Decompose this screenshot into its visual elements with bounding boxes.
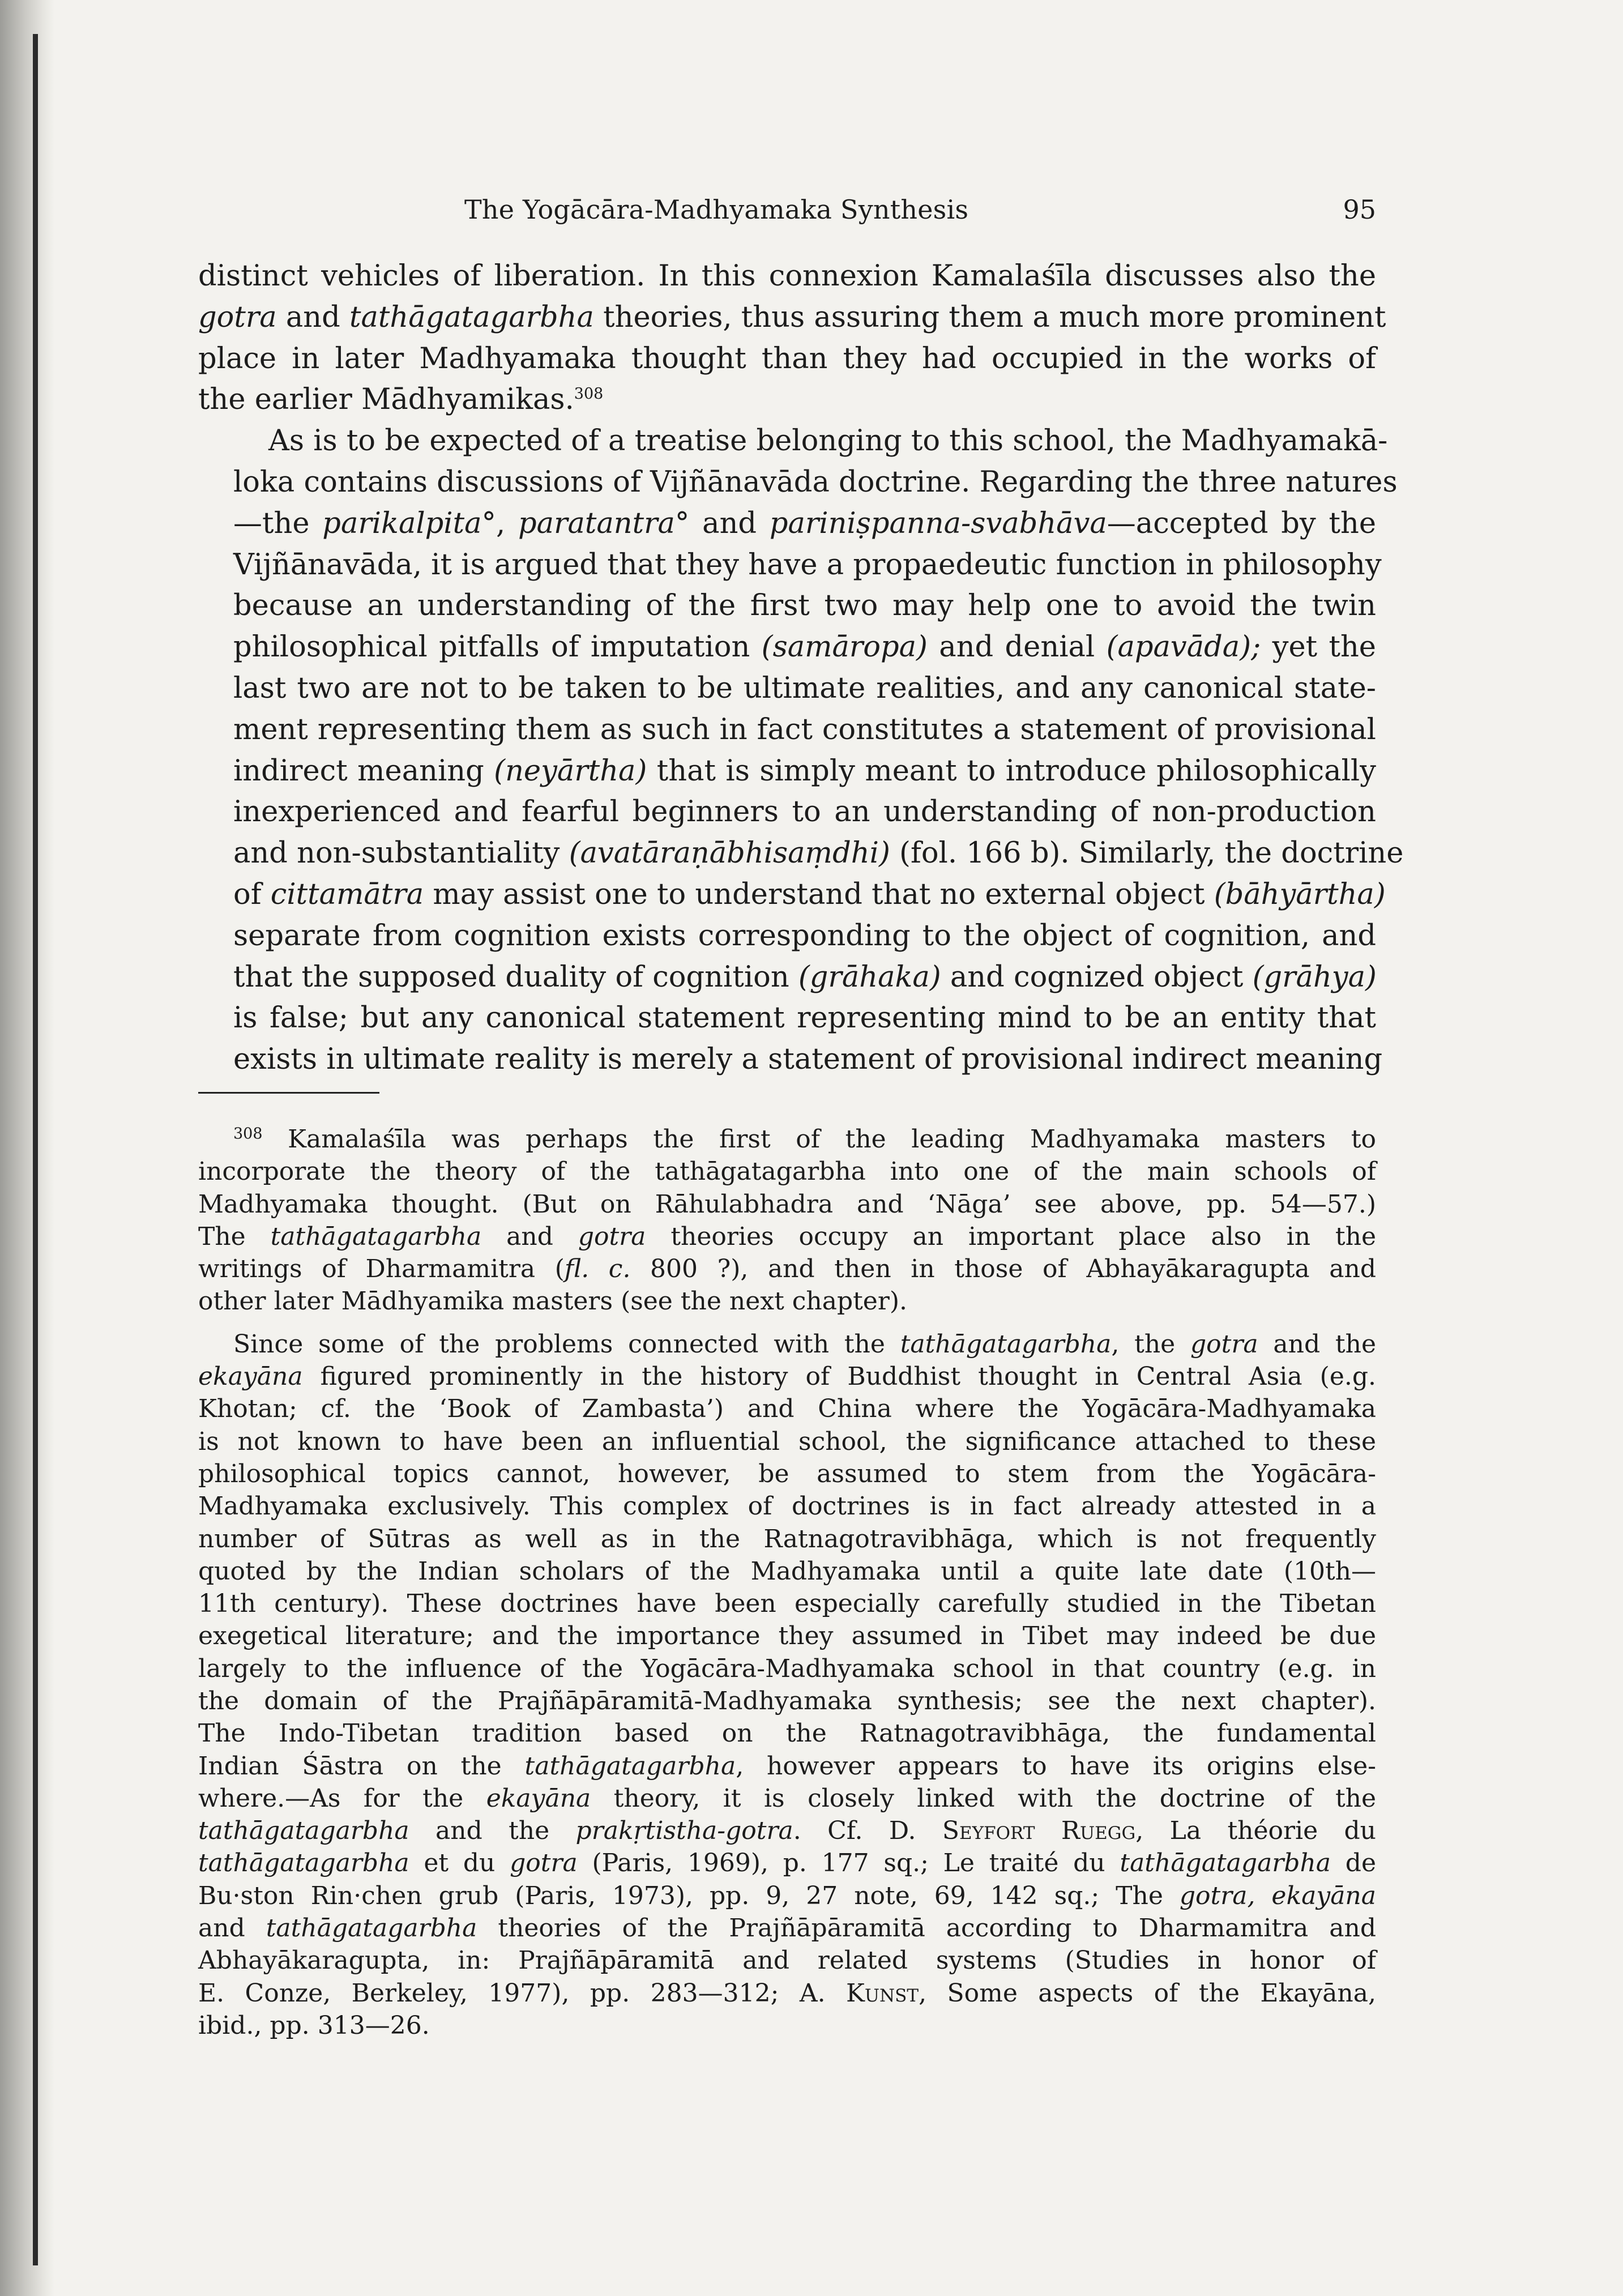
text-line: where.—As for the ekayāna theory, it is closely linked with the doctrine of the <box>198 1783 1376 1813</box>
text-line: last two are not to be taken to be ultimate realities, and any canonical state- <box>233 671 1376 705</box>
text-line: Madhyamaka exclusively. This complex of doctrines is in fact already attested in a <box>198 1492 1376 1521</box>
paragraph-1 <box>198 256 1386 421</box>
running-head <box>198 187 1376 232</box>
text-line: and non-substantiality (avatāraṇābhisaṃdhi) (fol. 166 b). Similarly, the doctrine <box>233 837 1404 870</box>
text-line: other later Mādhyamika masters (see the next chapter). <box>198 1287 908 1316</box>
text-line: 11th century). These doctrines have been especially carefully studied in the Tibetan <box>198 1589 1376 1619</box>
text-line: separate from cognition exists corresponding to the object of cognition, and <box>233 919 1376 953</box>
text-line: the domain of the Prajñāpāramitā-Madhyamaka synthesis; see the next chapter). <box>198 1686 1376 1715</box>
text-line: incorporate the theory of the tathāgatagarbha into one of the main schools of <box>198 1157 1376 1187</box>
text-line: Bu·ston Rin·chen grub (Paris, 1973), pp. 9, 27 note, 69, 142 sq.; The gotra, ekayāna <box>198 1881 1376 1910</box>
text-line: Madhyamaka thought. (But on Rāhulabhadra and ‘Nāga’ see above, pp. 54—57.) <box>198 1189 1376 1219</box>
text-line: philosophical pitfalls of imputation (samāropa) and denial (apavāda); yet the <box>233 630 1376 664</box>
main-text <box>198 256 1404 1081</box>
text-line: ibid., pp. 313—26. <box>198 2011 430 2040</box>
text-line: and tathāgatagarbha theories of the Prajñāpāramitā according to Dharmamitra and <box>198 1914 1376 1943</box>
footnote-308-continuation <box>198 1328 1376 2042</box>
text-line: place in later Madhyamaka thought than they had occupied in the works of <box>198 342 1376 375</box>
text-line: quoted by the Indian scholars of the Madhyamaka until a quite late date (10th— <box>198 1556 1376 1586</box>
text-line: distinct vehicles of liberation. In this connexion Kamalaśīla discusses also the <box>198 259 1376 293</box>
text-line: loka contains discussions of Vijñānavāda doctrine. Regarding the three natures <box>233 465 1398 499</box>
text-line: largely to the influence of the Yogācāra-Madhyamaka school in that country (e.g. in <box>198 1654 1376 1683</box>
text-line: inexperienced and fearful beginners to an understanding of non-production <box>233 795 1376 829</box>
text-line: E. Conze, Berkeley, 1977), pp. 283—312; A. Kunst, Some aspects of the Ekayāna, <box>198 1978 1376 2008</box>
text-line: number of Sūtras as well as in the Ratnagotravibhāga, which is not frequently <box>198 1524 1376 1554</box>
text-line: is not known to have been an influential school, the significance attached to these <box>198 1427 1376 1456</box>
text-line: Vijñānavāda, it is argued that they have a propaedeutic function in philosophy <box>233 548 1382 582</box>
text-line: ekayāna figured prominently in the history of Buddhist thought in Central Asia (e.g. <box>198 1362 1376 1392</box>
text-line: Indian Śāstra on the tathāgatagarbha, however appears to have its origins else- <box>198 1751 1377 1781</box>
text-line: is false; but any canonical statement representing mind to be an entity that <box>233 1001 1376 1035</box>
binding-shadow <box>0 0 54 2296</box>
book-page <box>198 187 1404 2042</box>
text-line: philosophical topics cannot, however, be assumed to stem from the Yogācāra- <box>198 1459 1376 1488</box>
text-line: ment representing them as such in fact constitutes a statement of provisional <box>233 712 1376 746</box>
footnotes <box>198 1123 1376 2042</box>
text-line: exegetical literature; and the importance they assumed in Tibet may indeed be due <box>198 1621 1376 1651</box>
text-line: tathāgatagarbha et du gotra (Paris, 1969), p. 177 sq.; Le traité du tathāgatagarbha de <box>198 1849 1376 1878</box>
text-line: Abhayākaragupta, in: Prajñāpāramitā and related systems (Studies in honor of <box>198 1946 1376 1975</box>
text-line: exists in ultimate reality is merely a statement of provisional indirect meaning <box>233 1043 1383 1077</box>
text-line: tathāgatagarbha and the prakṛtistha-gotra. Cf. D. Seyfort Ruegg, La théorie du <box>198 1816 1376 1846</box>
footnote-separator <box>198 1092 379 1094</box>
running-head-title: The Yogācāra-Madhyamaka Synthesis <box>464 194 969 225</box>
text-line: The tathāgatagarbha and gotra theories occupy an important place also in the <box>198 1222 1376 1251</box>
text-line: Khotan; cf. the ‘Book of Zambasta’) and China where the Yogācāra-Madhyamaka <box>198 1394 1376 1424</box>
text-line: indirect meaning (neyārtha) that is simply meant to introduce philosophically <box>233 754 1376 788</box>
text-line: gotra and tathāgatagarbha theories, thus assuring them a much more prominent <box>198 300 1386 334</box>
text-line: of cittamātra may assist one to understand that no external object (bāhyārtha) <box>233 877 1386 911</box>
text-line: Since some of the problems connected with the tathāgatagarbha, the gotra and the <box>233 1329 1376 1359</box>
binding-edge-line <box>33 34 38 2265</box>
text-line: $^{308}$ Kamalaśīla was perhaps the first of the leading Madhyamaka masters to <box>233 1124 1376 1154</box>
footnote-308 <box>198 1123 1376 1318</box>
text-line: writings of Dharmamitra (fl. c. 800 ?), and then in those of Abhayākaragupta and <box>198 1254 1376 1284</box>
text-line: As is to be expected of a treatise belonging to this school, the Madhyamakā- <box>268 424 1388 458</box>
text-line: —the parikalpita°, paratantra° and pariniṣpanna-svabhāva—accepted by the <box>233 506 1376 540</box>
text-line: that the supposed duality of cognition (grāhaka) and cognized object (grāhya) <box>233 960 1377 994</box>
paragraph-2 <box>198 421 1404 1081</box>
text-line: the earlier Mādhyamikas.$^{308}$ <box>198 383 604 417</box>
text-line: The Indo-Tibetan tradition based on the Ratnagotravibhāga, the fundamental <box>198 1719 1376 1748</box>
text-line: because an understanding of the first two may help one to avoid the twin <box>233 589 1376 623</box>
page-number: 95 <box>1343 194 1376 225</box>
